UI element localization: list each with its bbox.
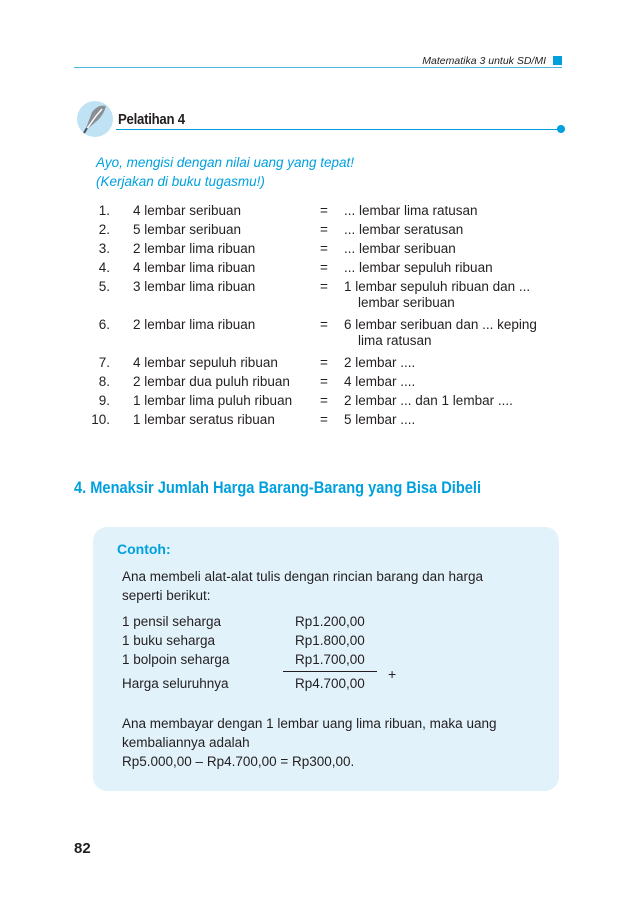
header-rule (74, 67, 562, 68)
exercise-left: 2 lembar lima ribuan (133, 317, 256, 332)
page-number: 82 (74, 840, 91, 857)
exercise-row (80, 203, 580, 222)
exercise-right: 5 lembar .... (344, 412, 416, 427)
item-name-pencil: 1 pensil seharga (122, 614, 222, 629)
exercise-left: 5 lembar seribuan (133, 222, 242, 237)
exercise-number: 6. (98, 317, 110, 332)
exercise-row (80, 374, 580, 393)
exercise-equals: = (320, 260, 328, 275)
exercise-right: 6 lembar seribuan dan ... keping (344, 317, 537, 332)
total-price: Rp4.700,00 (295, 676, 365, 691)
plus-sign: + (388, 666, 397, 682)
exercise-right: 1 lembar sepuluh ribuan dan ... (344, 279, 531, 294)
item-name-book: 1 buku seharga (122, 633, 216, 648)
exercise-row (80, 412, 580, 431)
exercise-row (80, 241, 580, 260)
exercise-left: 1 lembar seratus ribuan (133, 412, 275, 427)
exercise-right-continuation: lembar seribuan (358, 295, 455, 310)
exercise-equals: = (320, 393, 328, 408)
exercise-right: 2 lembar ... dan 1 lembar .... (344, 393, 513, 408)
exercise-right: 2 lembar .... (344, 355, 416, 370)
exercise-title-dot (557, 125, 565, 133)
exercise-right-continuation: lima ratusan (358, 333, 432, 348)
exercise-number: 9. (98, 393, 110, 408)
exercise-left: 2 lembar lima ribuan (133, 241, 256, 256)
exercise-row (80, 355, 580, 374)
exercise-equals: = (320, 222, 328, 237)
exercise-equals: = (320, 241, 328, 256)
exercise-equals: = (320, 317, 328, 332)
exercise-row (80, 222, 580, 241)
exercise-left: 3 lembar lima ribuan (133, 279, 256, 294)
exercise-right: ... lembar seribuan (344, 241, 456, 256)
exercise-left: 2 lembar dua puluh ribuan (133, 374, 290, 389)
exercise-title: Pelatihan 4 (118, 111, 185, 128)
item-price-book: Rp1.800,00 (295, 633, 365, 648)
exercise-number: 7. (98, 355, 110, 370)
exercise-number: 2. (98, 222, 110, 237)
book-title-header: Matematika 3 untuk SD/MI (422, 55, 546, 67)
exercise-equals: = (320, 412, 328, 427)
instruction-line-2: (Kerjakan di buku tugasmu!) (96, 174, 265, 189)
exercise-right: ... lembar lima ratusan (344, 203, 478, 218)
instruction-line-1: Ayo, mengisi dengan nilai uang yang tepat! (96, 155, 355, 170)
exercise-right: 4 lembar .... (344, 374, 416, 389)
quill-pen-icon (76, 100, 114, 138)
exercise-left: 4 lembar seribuan (133, 203, 242, 218)
conclusion-line-3: Rp5.000,00 – Rp4.700,00 = Rp300,00. (122, 754, 355, 769)
exercise-equals: = (320, 203, 328, 218)
exercise-row-continuation (80, 333, 580, 352)
example-intro-line-1: Ana membeli alat-alat tulis dengan rincian barang dan harga (122, 569, 483, 584)
header-square-marker (553, 56, 562, 65)
conclusion-line-2: kembaliannya adalah (122, 735, 250, 750)
exercise-equals: = (320, 279, 328, 294)
exercise-number: 10. (91, 412, 110, 427)
exercise-left: 1 lembar lima puluh ribuan (133, 393, 293, 408)
exercise-equals: = (320, 374, 328, 389)
example-intro-line-2: seperti berikut: (122, 588, 211, 603)
exercise-right: ... lembar seratusan (344, 222, 464, 237)
exercise-title-rule (116, 129, 560, 130)
exercise-row-continuation (80, 295, 580, 314)
exercise-number: 5. (98, 279, 110, 294)
exercise-row (80, 260, 580, 279)
exercise-number: 1. (98, 203, 110, 218)
section-title: 4. Menaksir Jumlah Harga Barang-Barang yang Bisa Dibeli (74, 478, 482, 497)
example-label: Contoh: (117, 541, 171, 557)
exercise-left: 4 lembar lima ribuan (133, 260, 256, 275)
exercise-row (80, 393, 580, 412)
exercise-number: 3. (98, 241, 110, 256)
exercise-left: 4 lembar sepuluh ribuan (133, 355, 278, 370)
conclusion-line-1: Ana membayar dengan 1 lembar uang lima ribuan, maka uang (122, 716, 497, 731)
item-price-pen: Rp1.700,00 (295, 652, 365, 667)
exercise-equals: = (320, 355, 328, 370)
exercise-number: 8. (98, 374, 110, 389)
exercise-number: 4. (98, 260, 110, 275)
sum-line (283, 671, 377, 672)
item-price-pencil: Rp1.200,00 (295, 614, 365, 629)
exercise-right: ... lembar sepuluh ribuan (344, 260, 493, 275)
item-name-pen: 1 bolpoin seharga (122, 652, 230, 667)
total-label: Harga seluruhnya (122, 676, 229, 691)
